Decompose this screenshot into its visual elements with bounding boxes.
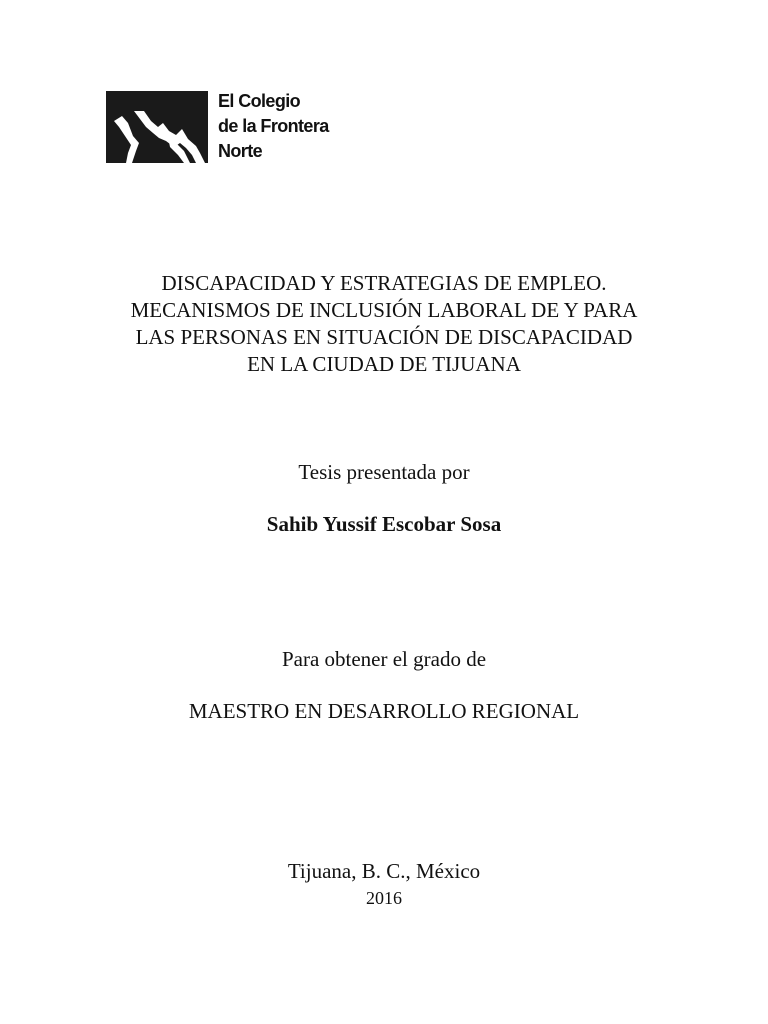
institution-name	[218, 89, 329, 164]
thesis-title-line: MECANISMOS DE INCLUSIÓN LABORAL DE Y PARA	[130, 298, 638, 322]
place: Tijuana, B. C., México	[287, 859, 481, 883]
thesis-title-line: DISCAPACIDAD Y ESTRATEGIAS DE EMPLEO.	[161, 271, 607, 295]
presented-by-label: Tesis presentada por	[298, 460, 470, 484]
institution-name-line: Norte	[218, 141, 263, 161]
author-name: Sahib Yussif Escobar Sosa	[266, 512, 502, 536]
degree-name: MAESTRO EN DESARROLLO REGIONAL	[188, 699, 580, 723]
institution-logo	[106, 89, 328, 165]
institution-name-line: de la Frontera	[218, 116, 329, 136]
year: 2016	[366, 888, 402, 908]
colef-logo-icon	[106, 91, 208, 163]
thesis-title-line: EN LA CIUDAD DE TIJUANA	[247, 352, 521, 376]
institution-name-line: El Colegio	[218, 91, 301, 111]
degree-label: Para obtener el grado de	[281, 647, 487, 671]
thesis-title	[60, 270, 708, 378]
thesis-title-line: LAS PERSONAS EN SITUACIÓN DE DISCAPACIDAD	[135, 325, 633, 349]
